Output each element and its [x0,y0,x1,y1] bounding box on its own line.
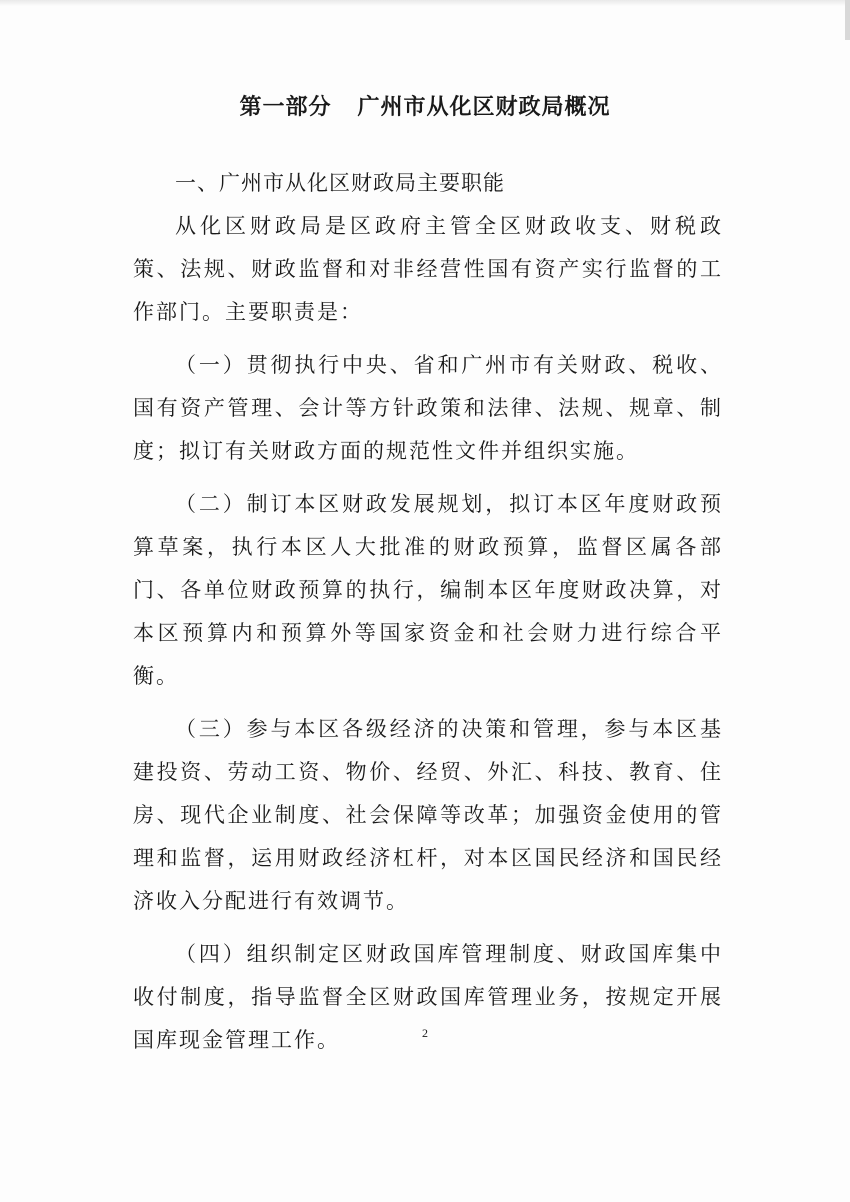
duty-paragraph-2: （二）制订本区财政发展规划，拟订本区年度财政预算草案，执行本区人大批准的财政预算，监督区属各部门、各单位财政预算的执行，编制本区年度财政决算，对本区预算内和预算外等国家资金和社会财力进行综合平衡。 [133,492,723,688]
page-title [0,90,850,121]
section-heading: 一、广州市从化区财政局主要职能 [175,171,505,195]
intro-paragraph: 从化区财政局是区政府主管全区财政收支、财税政策、法规、财政监督和对非经营性国有资产实行监督的工作部门。主要职责是： [133,214,723,324]
scan-edge-right [845,0,850,40]
scan-edge-top [0,0,850,6]
duty-paragraph-3: （三）参与本区各级经济的决策和管理，参与本区基建投资、劳动工资、物价、经贸、外汇、科技、教育、住房、现代企业制度、社会保障等改革；加强资金使用的管理和监督，运用财政经济杠杆，对本区国民经济和国民经济收入分配进行有效调节。 [133,717,723,913]
duty-paragraph-4: （四）组织制定区财政国库管理制度、财政国库集中收付制度，指导监督全区财政国库管理业务，按规定开展国库现金管理工作。 [133,942,723,1052]
title-main: 广州市从化区财政局概况 [357,95,611,120]
page-number: 2 [422,1026,428,1040]
duty-paragraph-1: （一）贯彻执行中央、省和广州市有关财政、税收、国有资产管理、会计等方针政策和法律、法规、规章、制度；拟订有关财政方面的规范性文件并组织实施。 [133,353,723,463]
body-text [133,162,723,1062]
title-part: 第一部分 [239,95,332,120]
